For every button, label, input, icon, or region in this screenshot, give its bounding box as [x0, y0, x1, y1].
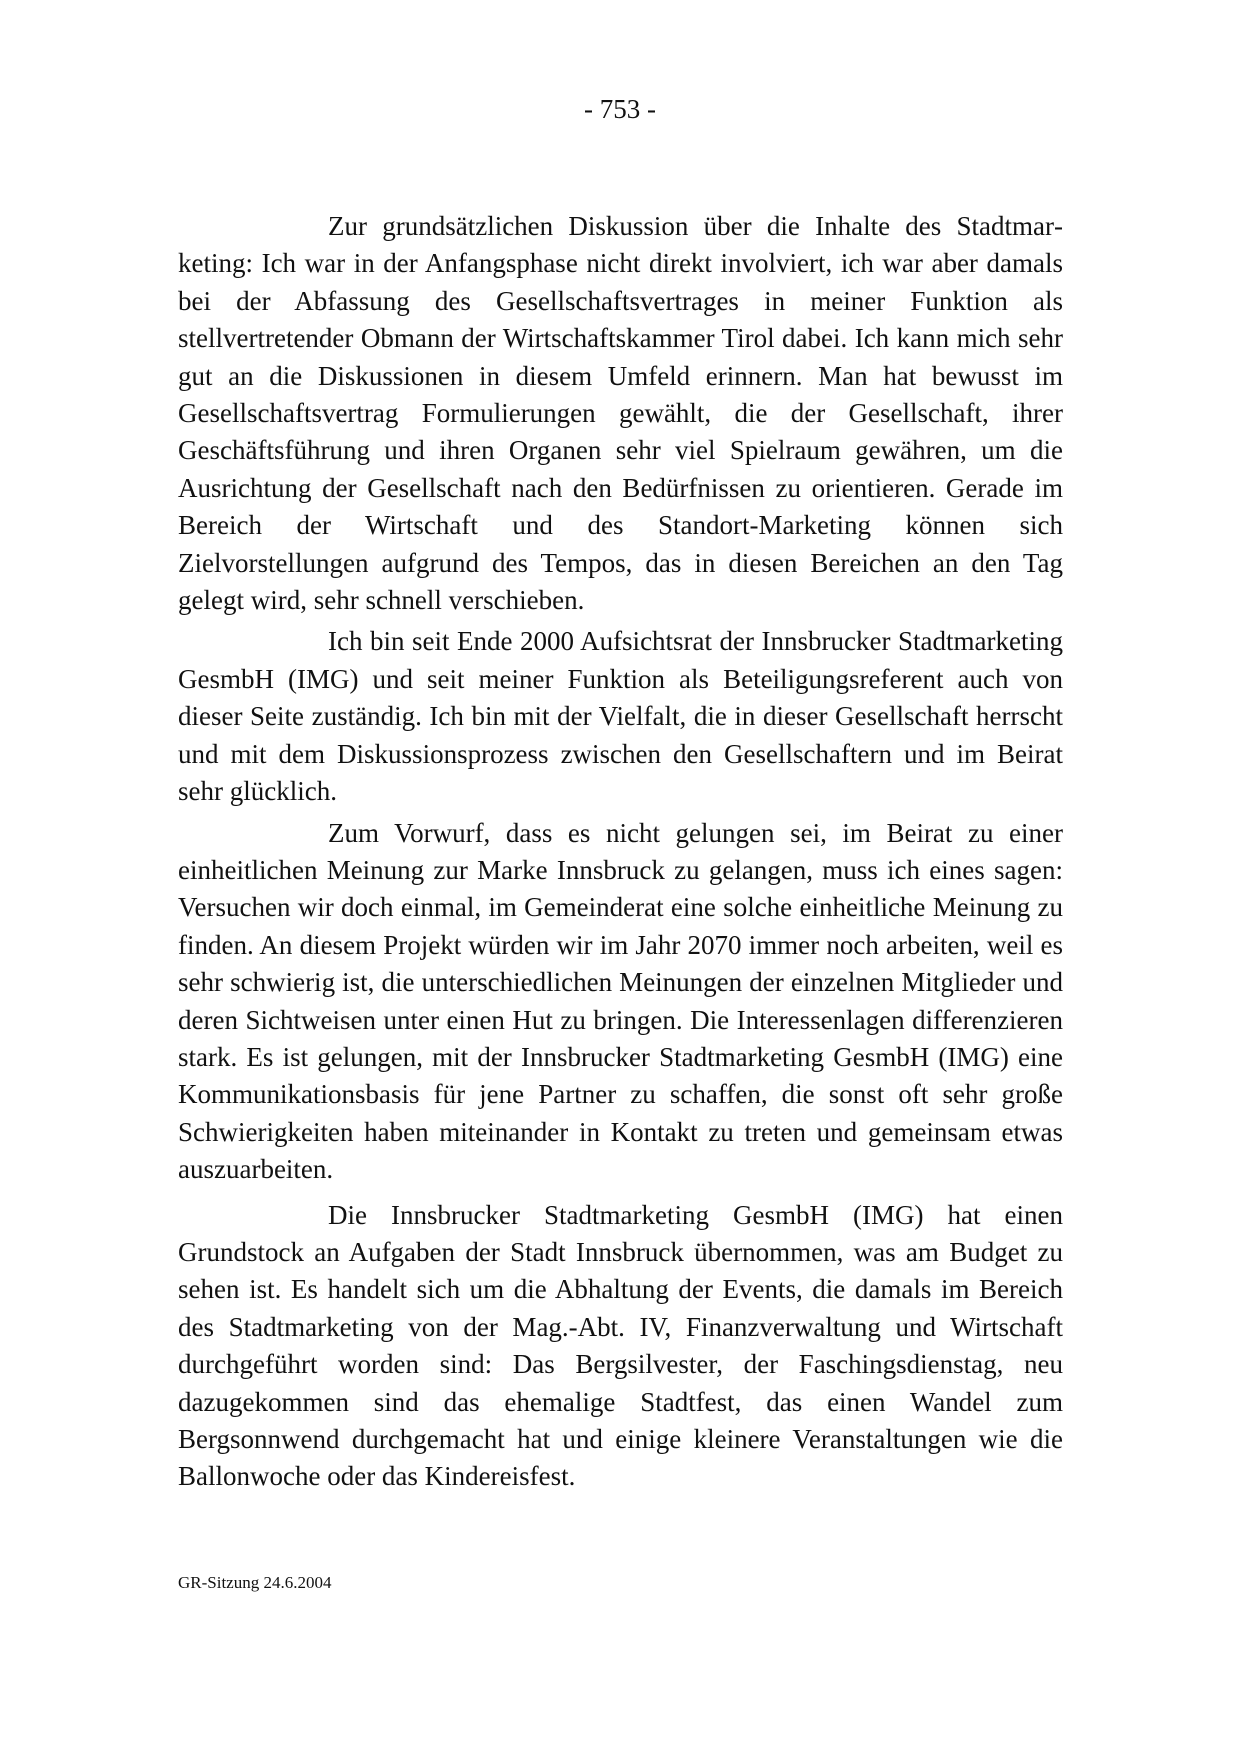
page-number: - 753 -: [584, 94, 656, 124]
footer-session-date: GR-Sitzung 24.6.2004: [178, 1573, 332, 1592]
body-text: [178, 208, 1063, 1496]
paragraph-1: Zur grundsätzlichen Diskussion über die Inhalte des Stadtmarketing: Ich war in der Anfangsphase nicht direkt involviert, ich war aber damals bei der Abfassung des Gesellschaftsvertrages in meiner Funktion als stellvertretender Obmann der Wirtschaftskammer Tirol dabei. Ich kann mich sehr gut an die Diskussionen in diesem Umfeld erinnern. Man hat bewusst im Gesellschaftsvertrag Formulierungen gewählt, die der Gesellschaft, ihrer Geschäftsführung und ihren Organen sehr viel Spielraum gewähren, um die Ausrichtung der Gesellschaft nach den Bedürfnissen zu orientieren. Gerade im Bereich der Wirtschaft und des Standort-Marketing können sich Zielvorstellungen aufgrund des Tempos, das in diesen Bereichen an den Tag gelegt wird, sehr schnell verschieben.: [178, 211, 1063, 616]
paragraph-4: Die Innsbrucker Stadtmarketing GesmbH (IMG) hat einen Grundstock an Aufgaben der Stadt Innsbruck übernommen, was am Budget zu sehen ist. Es handelt sich um die Abhaltung der Events, die damals im Bereich des Stadtmarketing von der Mag.-Abt. IV, Finanzverwaltung und Wirtschaft durchgeführt worden sind: Das Bergsilvester, der Faschingsdienstag, neu dazugekommen sind das ehemalige Stadtfest, das einen Wandel zum Bergsonnwend durchgemacht hat und einige kleinere Veranstaltungen wie die Ballonwoche oder das Kindereisfest.: [178, 1199, 1063, 1492]
paragraph-2: Ich bin seit Ende 2000 Aufsichtsrat der Innsbrucker Stadtmarketing GesmbH (IMG) und seit meiner Funktion als Beteiligungsreferent auch von dieser Seite zuständig. Ich bin mit der Vielfalt, die in dieser Gesellschaft herrscht und mit dem Diskussionsprozess zwischen den Gesellschaftern und im Beirat sehr glücklich.: [178, 626, 1063, 807]
paragraph-3: Zum Vorwurf, dass es nicht gelungen sei, im Beirat zu einer einheitlichen Meinung zur Marke Innsbruck zu gelangen, muss ich eines sagen: Versuchen wir doch einmal, im Gemeinderat eine solche einheitliche Meinung zu finden. An diesem Projekt würden wir im Jahr 2070 immer noch arbeiten, weil es sehr schwierig ist, die unterschiedlichen Meinungen der einzelnen Mitglieder und deren Sichtweisen unter einen Hut zu bringen. Die Interessenlagen differenzieren stark. Es ist gelungen, mit der Innsbrucker Stadtmarketing GesmbH (IMG) eine Kommunikationsbasis für jene Partner zu schaffen, die sonst oft sehr große Schwierigkeiten haben miteinander in Kontakt zu treten und gemeinsam etwas auszuarbeiten.: [178, 817, 1063, 1185]
